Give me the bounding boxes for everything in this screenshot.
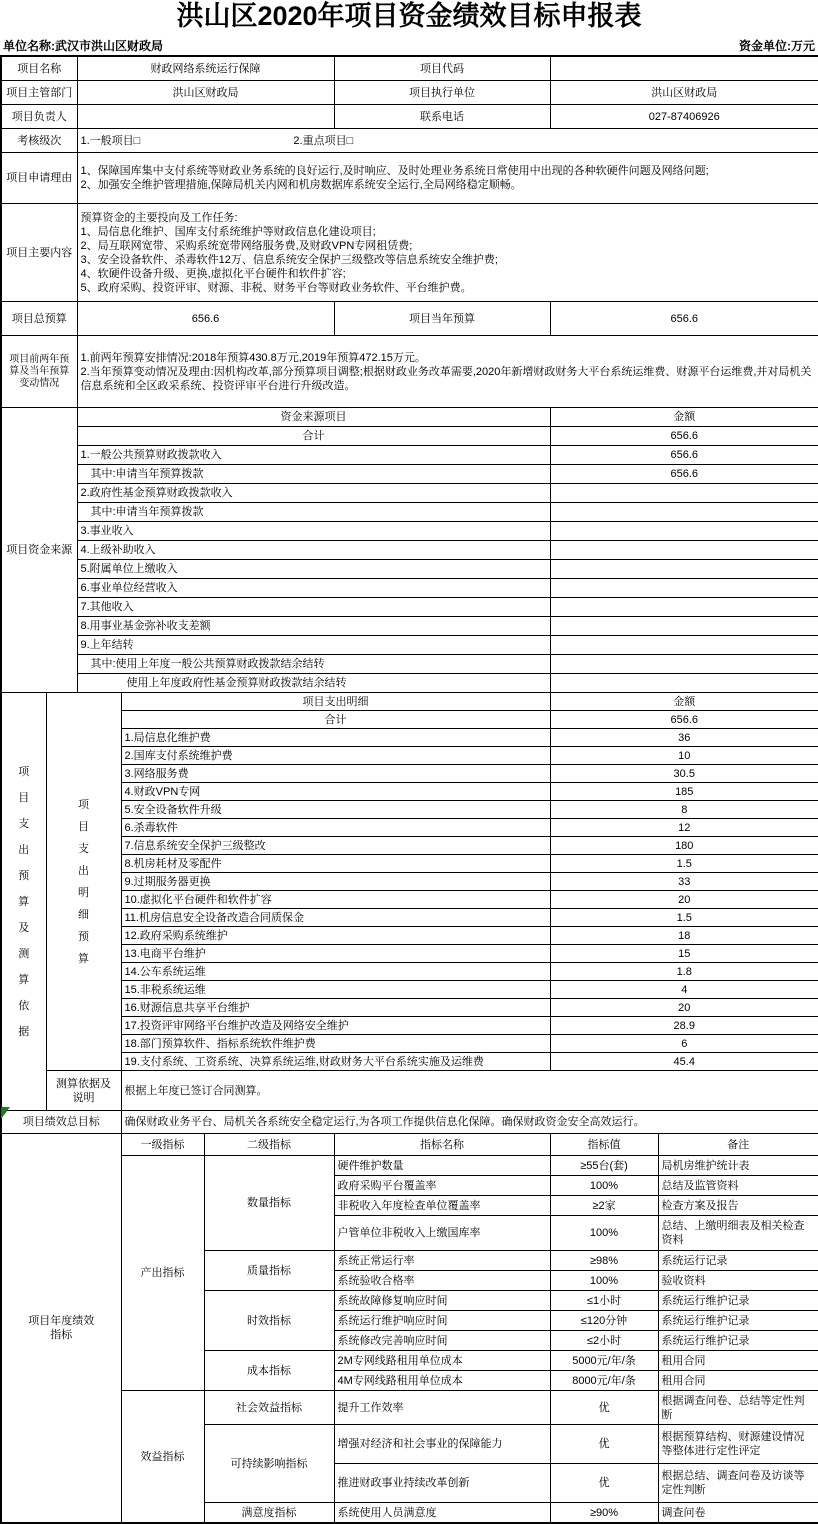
funding-amount — [550, 674, 818, 693]
funding-row — [1, 674, 818, 693]
indicator-section-label-text: 项目年度绩效指标 — [28, 1315, 95, 1341]
funding-row — [1, 503, 818, 522]
expense-item: 16.财源信息共享平台维护 — [121, 999, 550, 1017]
expense-row — [1, 729, 818, 747]
indicator-note: 租用合同 — [658, 1351, 818, 1371]
indicator-value: 100% — [550, 1271, 658, 1291]
expense-row — [1, 927, 818, 945]
row-prev-budget — [1, 336, 818, 408]
funding-row — [1, 465, 818, 484]
expense-item: 13.电商平台维护 — [121, 945, 550, 963]
expense-row — [1, 945, 818, 963]
indicator-value: ≤120分钟 — [550, 1311, 658, 1331]
indicator-row — [1, 1391, 818, 1425]
overall-goal-text: 确保财政业务平台、局机关各系统安全稳定运行,为各项工作提供信息化保障。确保财政资金安全高效运行。 — [121, 1111, 818, 1134]
dept-label: 项目主管部门 — [1, 81, 77, 105]
indicator-note: 系统运行记录 — [658, 1251, 818, 1271]
row-main-content — [1, 204, 818, 302]
year-budget-value: 656.6 — [550, 302, 818, 336]
l2-quality-label: 质量指标 — [204, 1251, 334, 1291]
l2-cost-label: 成本指标 — [204, 1351, 334, 1391]
basis-text: 根据上年度已签订合同测算。 — [121, 1071, 818, 1111]
expense-amount: 45.4 — [550, 1053, 818, 1071]
project-code-label: 项目代码 — [334, 56, 550, 81]
funding-amount: 656.6 — [550, 446, 818, 465]
assess-checkbox-general[interactable]: 1.一般项目□ — [80, 134, 141, 147]
indicator-header-row — [1, 1134, 818, 1156]
funding-item: 1.一般公共预算财政拨款收入 — [77, 446, 550, 465]
indicator-value: 优 — [550, 1464, 658, 1503]
indicator-value: ≥90% — [550, 1503, 658, 1524]
indicator-value: ≥98% — [550, 1251, 658, 1271]
l1-benefit-label: 效益指标 — [121, 1391, 204, 1524]
expense-item: 合计 — [121, 711, 550, 729]
indicator-name: 户管单位非税收入上缴国库率 — [334, 1216, 550, 1251]
page-title: 洪山区2020年项目资金绩效目标申报表 — [176, 1, 642, 31]
funding-amount — [550, 617, 818, 636]
expense-item: 6.杀毒软件 — [121, 819, 550, 837]
l2-quantity-label: 数量指标 — [204, 1156, 334, 1251]
expense-amount: 1.8 — [550, 963, 818, 981]
row-overall-goal — [1, 1111, 818, 1134]
expense-amount: 10 — [550, 747, 818, 765]
indicator-name: 4M专网线路租用单位成本 — [334, 1371, 550, 1391]
funding-row — [1, 617, 818, 636]
expense-amount: 185 — [550, 783, 818, 801]
prev-budget-label: 项目前两年预算及当年预算变动情况 — [1, 336, 77, 408]
expense-row — [1, 1053, 818, 1071]
expense-item: 3.网络服务费 — [121, 765, 550, 783]
expense-row — [1, 1017, 818, 1035]
apply-reason-line: 2、加强安全维护管理措施,保障局机关内网和机房数据库系统安全运行,全局网络稳定顺畅。 — [80, 179, 522, 191]
indicator-name: 系统运行维护响应时间 — [334, 1311, 550, 1331]
funding-section-label: 项目资金来源 — [1, 408, 77, 693]
funding-amount — [550, 560, 818, 579]
indicator-value: 8000元/年/条 — [550, 1371, 658, 1391]
main-content-line: 4、软硬件设备升级、更换,虚拟化平台硬件和软件扩容; — [80, 267, 346, 280]
funding-col-item: 资金来源项目 — [77, 408, 550, 427]
expense-amount: 20 — [550, 891, 818, 909]
indicator-note: 验收资料 — [658, 1271, 818, 1291]
currency-unit-label: 资金单位:万元 — [739, 39, 815, 53]
l2-social-label: 社会效益指标 — [204, 1391, 334, 1425]
expense-row — [1, 999, 818, 1017]
expense-header-row — [1, 693, 818, 711]
indicator-col-value: 指标值 — [550, 1134, 658, 1156]
expense-section-label — [1, 693, 46, 1111]
expense-detail-label-text: 项目支出明细预算 — [78, 798, 89, 965]
funding-amount — [550, 503, 818, 522]
expense-item: 10.虚拟化平台硬件和软件扩容 — [121, 891, 550, 909]
assess-label: 考核级次 — [1, 129, 77, 153]
funding-amount: 656.6 — [550, 427, 818, 446]
indicator-value: ≤2小时 — [550, 1331, 658, 1351]
prev-budget-text — [77, 336, 818, 408]
indicator-note: 系统运行维护记录 — [658, 1331, 818, 1351]
apply-reason-label: 项目申请理由 — [1, 153, 77, 204]
funding-amount — [550, 522, 818, 541]
expense-amount: 33 — [550, 873, 818, 891]
expense-amount: 20 — [550, 999, 818, 1017]
row-basis — [1, 1071, 818, 1111]
expense-row — [1, 891, 818, 909]
expense-row — [1, 783, 818, 801]
prev-budget-line: 2.当年预算变动情况及理由:因机构改革,部分预算项目调整;根据财政业务改革需要,2020年新增财政财务大平台系统运维费、财源平台运维费,并对局机关信息系统和全区政采系统、投资评审平台进行升级改造。 — [80, 365, 812, 392]
funding-item: 其中:申请当年预算拨款 — [77, 465, 550, 484]
indicator-section-label — [1, 1134, 121, 1524]
row-project-name — [1, 56, 818, 81]
funding-header-row — [1, 408, 818, 427]
indicator-col-name: 指标名称 — [334, 1134, 550, 1156]
funding-amount — [550, 598, 818, 617]
funding-row — [1, 446, 818, 465]
phone-value: 027-87406926 — [550, 105, 818, 129]
main-content-line: 5、政府采购、投资评审、财源、非税、财务平台等财政业务软件、平台维护费。 — [80, 281, 472, 294]
indicator-name: 系统故障修复响应时间 — [334, 1291, 550, 1311]
indicator-note: 局机房维护统计表 — [658, 1156, 818, 1176]
funding-col-amount: 金额 — [550, 408, 818, 427]
expense-item: 19.支付系统、工资系统、决算系统运维,财政财务大平台系统实施及运维费 — [121, 1053, 550, 1071]
funding-row — [1, 579, 818, 598]
indicator-value: 100% — [550, 1216, 658, 1251]
indicator-value: 5000元/年/条 — [550, 1351, 658, 1371]
indicator-name: 政府采购平台覆盖率 — [334, 1176, 550, 1196]
main-content-line: 预算资金的主要投向及工作任务: — [80, 211, 238, 224]
indicator-col-l2: 二级指标 — [204, 1134, 334, 1156]
indicator-name: 硬件维护数量 — [334, 1156, 550, 1176]
indicator-name: 系统修改完善响应时间 — [334, 1331, 550, 1351]
indicator-value: ≥55台(套) — [550, 1156, 658, 1176]
funding-row — [1, 636, 818, 655]
funding-amount — [550, 636, 818, 655]
declaration-form-table — [0, 55, 818, 1524]
expense-detail-label — [46, 693, 121, 1071]
funding-amount: 656.6 — [550, 465, 818, 484]
row-assess-level — [1, 129, 818, 153]
expense-row — [1, 819, 818, 837]
project-name-value: 财政网络系统运行保障 — [77, 56, 334, 81]
row-budget — [1, 302, 818, 336]
funding-row — [1, 655, 818, 674]
funding-row — [1, 598, 818, 617]
expense-amount: 12 — [550, 819, 818, 837]
expense-item: 17.投资评审网络平台维护改造及网络安全维护 — [121, 1017, 550, 1035]
funding-row — [1, 560, 818, 579]
indicator-note: 调查问卷 — [658, 1503, 818, 1524]
expense-item: 18.部门预算软件、指标系统软件维护费 — [121, 1035, 550, 1053]
expense-item: 5.安全设备软件升级 — [121, 801, 550, 819]
assess-options — [77, 129, 818, 153]
apply-reason-line: 1、保障国库集中支付系统等财政业务系统的良好运行,及时响应、及时处理业务系统日常使用中出现的各种软硬件问题及网络问题; — [80, 165, 709, 177]
row-dept — [1, 81, 818, 105]
indicator-value: 优 — [550, 1391, 658, 1425]
indicator-name: 系统正常运行率 — [334, 1251, 550, 1271]
expense-amount: 30.5 — [550, 765, 818, 783]
main-content-line: 2、局互联网宽带、采购系统宽带网络服务费,及财政VPN专网租赁费; — [80, 239, 413, 252]
expense-row — [1, 981, 818, 999]
indicator-col-l1: 一级指标 — [121, 1134, 204, 1156]
expense-amount: 8 — [550, 801, 818, 819]
funding-item: 3.事业收入 — [77, 522, 550, 541]
expense-item: 4.财政VPN专网 — [121, 783, 550, 801]
indicator-row — [1, 1156, 818, 1176]
indicator-note: 系统运行维护记录 — [658, 1291, 818, 1311]
indicator-name: 提升工作效率 — [334, 1391, 550, 1425]
indicator-note: 检查方案及报告 — [658, 1196, 818, 1216]
expense-item: 1.局信息化维护费 — [121, 729, 550, 747]
indicator-col-note: 备注 — [658, 1134, 818, 1156]
expense-row — [1, 747, 818, 765]
overall-goal-label: 项目绩效总目标 — [1, 1111, 121, 1134]
expense-amount: 1.5 — [550, 855, 818, 873]
l2-time-label: 时效指标 — [204, 1291, 334, 1351]
dept-value: 洪山区财政局 — [77, 81, 334, 105]
main-content-text — [77, 204, 818, 302]
expense-amount: 36 — [550, 729, 818, 747]
expense-row — [1, 855, 818, 873]
expense-item: 8.机房耗材及零配件 — [121, 855, 550, 873]
main-content-line: 1、局信息化维护、国库支付系统维护等财政信息化建设项目; — [80, 225, 376, 238]
expense-col-amount: 金额 — [550, 693, 818, 711]
exec-unit-label: 项目执行单位 — [334, 81, 550, 105]
indicator-value: 100% — [550, 1176, 658, 1196]
indicator-note: 总结及监管资料 — [658, 1176, 818, 1196]
indicator-name: 增强对经济和社会事业的保障能力 — [334, 1425, 550, 1464]
expense-item: 14.公车系统运维 — [121, 963, 550, 981]
main-content-label: 项目主要内容 — [1, 204, 77, 302]
prev-budget-line: 1.前两年预算安排情况:2018年预算430.8万元,2019年预算472.15万元。 — [80, 351, 426, 364]
expense-amount: 28.9 — [550, 1017, 818, 1035]
indicator-name: 系统验收合格率 — [334, 1271, 550, 1291]
phone-label: 联系电话 — [334, 105, 550, 129]
funding-item: 其中:申请当年预算拨款 — [77, 503, 550, 522]
leader-label: 项目负责人 — [1, 105, 77, 129]
funding-item: 9.上年结转 — [77, 636, 550, 655]
expense-amount: 15 — [550, 945, 818, 963]
expense-item: 12.政府采购系统维护 — [121, 927, 550, 945]
expense-col-item: 项目支出明细 — [121, 693, 550, 711]
expense-section-label-text: 项目支出预算及测算依据 — [18, 765, 30, 1038]
funding-item: 8.用事业基金弥补收支差额 — [77, 617, 550, 636]
indicator-name: 2M专网线路租用单位成本 — [334, 1351, 550, 1371]
funding-item: 4.上级补助收入 — [77, 541, 550, 560]
expense-row — [1, 765, 818, 783]
expense-row — [1, 1035, 818, 1053]
expense-item: 2.国库支付系统维护费 — [121, 747, 550, 765]
indicator-value: ≤1小时 — [550, 1291, 658, 1311]
green-corner-flag — [1, 1107, 10, 1119]
funding-item: 合计 — [77, 427, 550, 446]
unit-name-label: 单位名称:武汉市洪山区财政局 — [3, 39, 163, 53]
expense-row — [1, 909, 818, 927]
funding-row — [1, 427, 818, 446]
expense-row — [1, 711, 818, 729]
indicator-note: 根据预算结构、财源建设情况等整体进行定性评定 — [658, 1425, 818, 1464]
funding-row — [1, 541, 818, 560]
unit-bar — [0, 33, 818, 55]
basis-label — [46, 1071, 121, 1111]
indicator-note: 根据总结、调查问卷及访谈等定性判断 — [658, 1464, 818, 1503]
funding-row — [1, 522, 818, 541]
indicator-note: 租用合同 — [658, 1371, 818, 1391]
funding-amount — [550, 579, 818, 598]
expense-row — [1, 873, 818, 891]
l2-satisfy-label: 满意度指标 — [204, 1503, 334, 1524]
funding-item: 7.其他收入 — [77, 598, 550, 617]
assess-checkbox-key[interactable]: 2.重点项目□ — [293, 134, 354, 147]
project-name-label: 项目名称 — [1, 56, 77, 81]
expense-amount: 6 — [550, 1035, 818, 1053]
project-code-value — [550, 56, 818, 81]
funding-item: 使用上年度政府性基金预算财政拨款结余结转 — [77, 674, 550, 693]
indicator-note: 总结、上缴明细表及相关检查资料 — [658, 1216, 818, 1251]
apply-reason-text — [77, 153, 818, 204]
expense-amount: 1.5 — [550, 909, 818, 927]
funding-item: 6.事业单位经营收入 — [77, 579, 550, 598]
funding-row — [1, 484, 818, 503]
leader-value — [77, 105, 334, 129]
funding-item: 其中:使用上年度一般公共预算财政拨款结余结转 — [77, 655, 550, 674]
row-apply-reason — [1, 153, 818, 204]
expense-item: 15.非税系统运维 — [121, 981, 550, 999]
expense-row — [1, 801, 818, 819]
indicator-note: 系统运行维护记录 — [658, 1311, 818, 1331]
main-content-line: 3、安全设备软件、杀毒软件12万、信息系统安全保护三级整改等信息系统安全维护费; — [80, 253, 498, 266]
expense-amount: 656.6 — [550, 711, 818, 729]
funding-item: 2.政府性基金预算财政拨款收入 — [77, 484, 550, 503]
basis-label-text: 测算依据及说明 — [56, 1077, 111, 1104]
expense-item: 11.机房信息安全设备改造合同质保金 — [121, 909, 550, 927]
indicator-note: 根据调查问卷、总结等定性判断 — [658, 1391, 818, 1425]
expense-amount: 18 — [550, 927, 818, 945]
expense-row — [1, 837, 818, 855]
indicator-name: 非税收入年度检查单位覆盖率 — [334, 1196, 550, 1216]
exec-unit-value: 洪山区财政局 — [550, 81, 818, 105]
indicator-value: ≥2家 — [550, 1196, 658, 1216]
year-budget-label: 项目当年预算 — [334, 302, 550, 336]
total-budget-value: 656.6 — [77, 302, 334, 336]
indicator-value: 优 — [550, 1425, 658, 1464]
indicator-name: 系统使用人员满意度 — [334, 1503, 550, 1524]
total-budget-label: 项目总预算 — [1, 302, 77, 336]
l2-sustain-label: 可持续影响指标 — [204, 1425, 334, 1503]
indicator-name: 推进财政事业持续改革创新 — [334, 1464, 550, 1503]
funding-amount — [550, 541, 818, 560]
expense-amount: 4 — [550, 981, 818, 999]
l1-output-label: 产出指标 — [121, 1156, 204, 1391]
funding-amount — [550, 655, 818, 674]
funding-item: 5.附属单位上缴收入 — [77, 560, 550, 579]
row-leader — [1, 105, 818, 129]
expense-item: 7.信息系统安全保护三级整改 — [121, 837, 550, 855]
expense-item: 9.过期服务器更换 — [121, 873, 550, 891]
expense-row — [1, 963, 818, 981]
expense-amount: 180 — [550, 837, 818, 855]
funding-amount — [550, 484, 818, 503]
